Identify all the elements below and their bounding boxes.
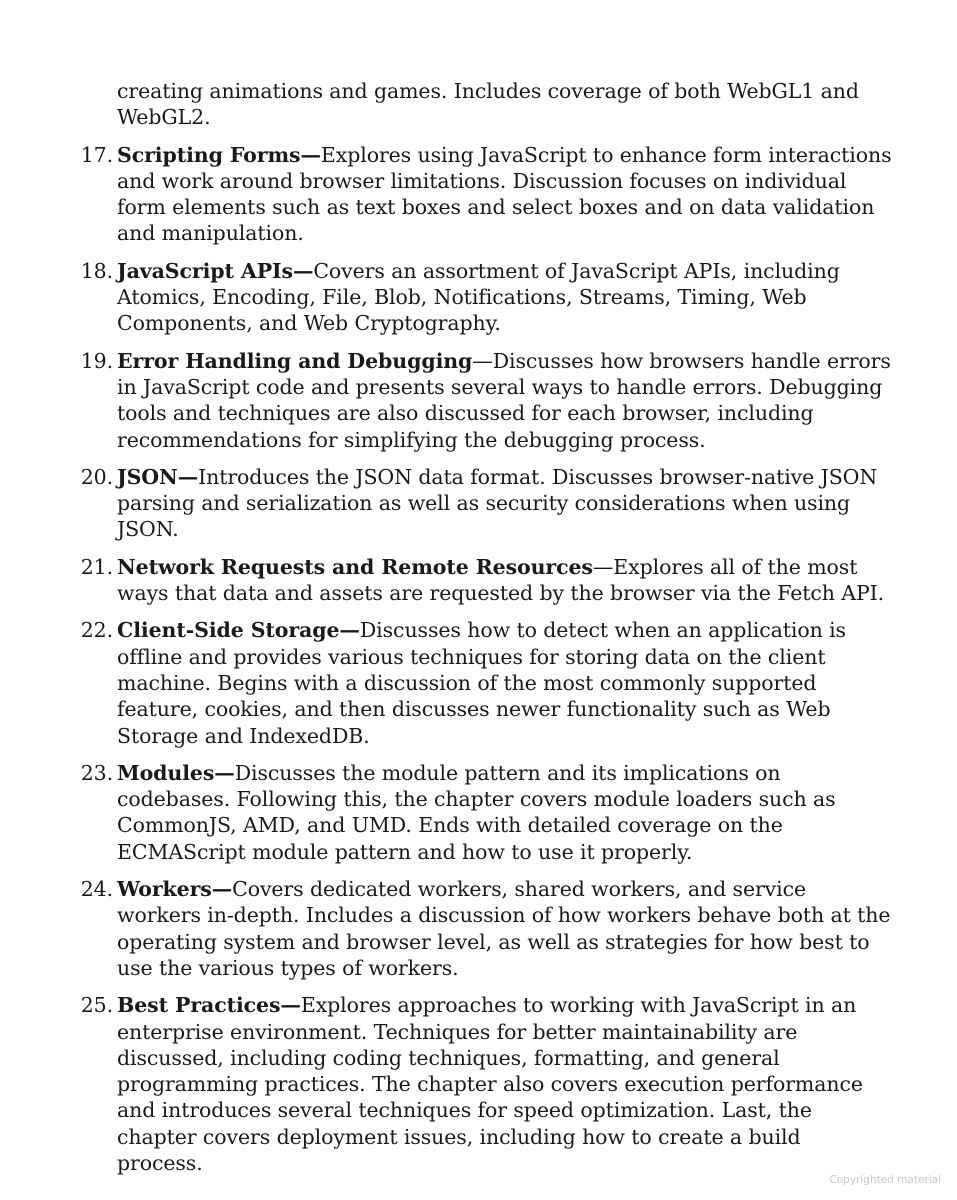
chapter-entry-24 [80, 876, 892, 981]
chapter-description: —Discusses how browsers handle errors in JavaScript code and presents several ways to handle errors. Debugging tools and techniques are also discussed for each browser, including recommendations for simplifying the debugging process. [117, 348, 891, 452]
chapter-description: Explores approaches to working with JavaScript in an enterprise environment. Techniques for better maintainability are discussed, including coding techniques, formatting, and general programming practices. The chapter also covers execution performance and introduces several techniques for speed optimization. Last, the chapter covers deployment issues, including how to create a build process. [117, 993, 863, 1175]
chapter-number: 17. [80, 142, 113, 167]
chapter-title: JSON— [117, 464, 199, 489]
chapter-title: Best Practices— [117, 993, 301, 1018]
chapter-title: Workers— [117, 877, 233, 902]
chapter-entry-22 [80, 617, 892, 748]
chapter-description: Discusses how to detect when an application is offline and provides various techniques for storing data on the client machine. Begins with a discussion of the most commonly supported feature, cookies, and then discusses newer functionality such as Web Storage and IndexedDB. [117, 618, 846, 748]
chapter-number: 25. [80, 993, 113, 1018]
chapter-entry-19 [80, 348, 892, 453]
chapter-description: Covers dedicated workers, shared workers, and service workers in-depth. Includes a discussion of how workers behave both at the operating system and browser level, as well as strategies for how best to use the various types of workers. [117, 877, 891, 980]
chapter-number: 19. [80, 348, 113, 373]
chapter-description: —Explores all of the most ways that data and assets are requested by the browser via the Fetch API. [117, 554, 885, 606]
chapter-entry-17 [80, 142, 892, 247]
chapter-description: Discusses the module pattern and its implications on codebases. Following this, the chapter covers module loaders such as CommonJS, AMD, and UMD. Ends with detailed coverage on the ECMAScript module pattern and how to use it properly. [117, 760, 836, 864]
chapter-title: JavaScript APIs— [117, 258, 314, 283]
continued-paragraph: creating animations and games. Includes coverage of both WebGL1 and WebGL2. [117, 79, 859, 130]
chapter-number: 23. [80, 760, 113, 785]
chapter-entry-21 [80, 554, 892, 607]
chapter-entry-23 [80, 760, 892, 865]
chapter-title: Error Handling and Debugging [117, 348, 473, 373]
chapter-description: Covers an assortment of JavaScript APIs, including Atomics, Encoding, File, Blob, Notifications, Streams, Timing, Web Components, and Web Cryptography. [117, 258, 840, 336]
chapter-title: Scripting Forms— [117, 142, 321, 167]
chapter-title: Modules— [117, 760, 235, 785]
chapter-number: 22. [80, 618, 113, 643]
chapter-entry-18 [80, 258, 892, 337]
chapter-number: 18. [80, 258, 113, 283]
chapter-title: Network Requests and Remote Resources [117, 554, 593, 579]
chapter-title: Client-Side Storage— [117, 618, 360, 643]
chapter-description: Explores using JavaScript to enhance form interactions and work around browser limitations. Discussion focuses on individual form elements such as text boxes and select boxes and on data validation and manipulation. [117, 142, 892, 246]
copyright-watermark: Copyrighted material [829, 1174, 941, 1186]
chapter-entry-20 [80, 464, 892, 543]
chapter-number: 20. [80, 464, 113, 489]
chapter-entry-25 [80, 992, 892, 1176]
book-page [0, 78, 957, 1187]
chapter-number: 21. [80, 554, 113, 579]
chapter-description: Introduces the JSON data format. Discusses browser-native JSON parsing and serialization as well as security considerations when using JSON. [117, 464, 878, 542]
chapter-number: 24. [80, 877, 113, 902]
